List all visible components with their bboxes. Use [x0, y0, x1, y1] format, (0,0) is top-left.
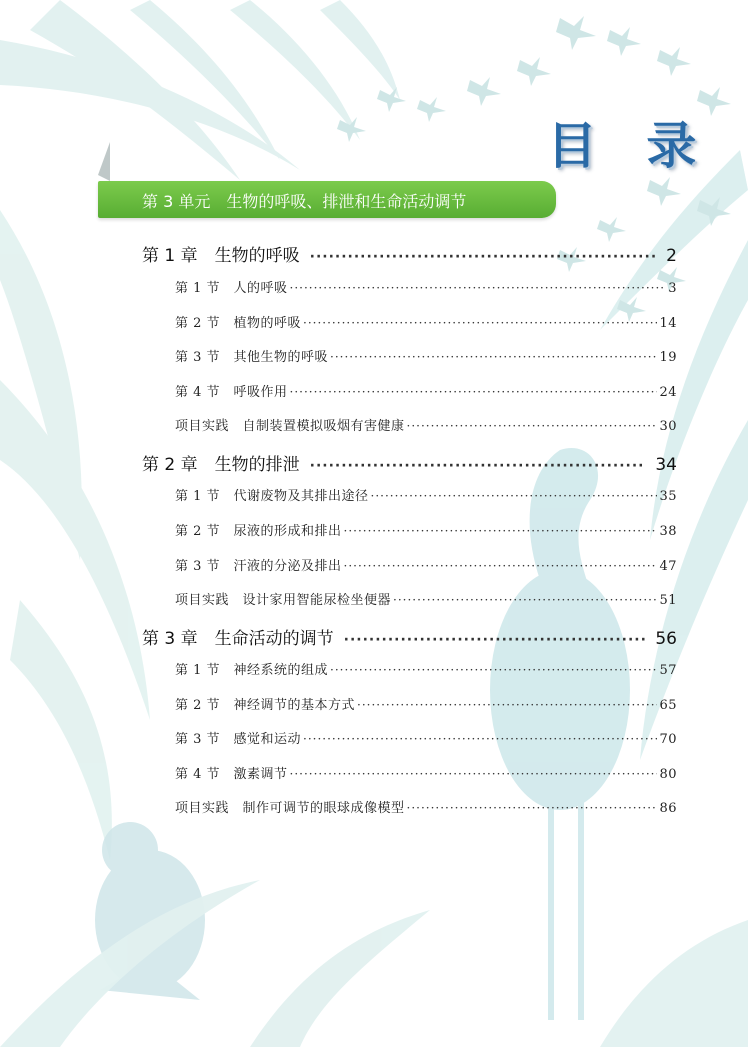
page-number: 34 — [655, 455, 677, 475]
dot-leader — [303, 732, 657, 746]
toc-chapter-1[interactable] — [142, 241, 677, 266]
dot-leader — [407, 801, 658, 815]
page-number: 19 — [659, 350, 677, 365]
page-number: 86 — [659, 801, 677, 816]
page-number: 70 — [659, 732, 677, 747]
toc-entry[interactable] — [175, 485, 677, 504]
section-title: 第 3 节 汗液的分泌及排出 — [175, 559, 342, 574]
dot-leader — [330, 663, 657, 677]
dot-leader — [290, 385, 658, 399]
dot-leader — [344, 632, 646, 648]
page-number: 80 — [659, 767, 677, 782]
page-number: 14 — [659, 316, 677, 331]
section-title: 第 2 节 尿液的形成和排出 — [175, 524, 342, 539]
toc-entry[interactable] — [175, 763, 677, 782]
dot-leader — [344, 524, 658, 538]
page-number: 47 — [659, 559, 677, 574]
toc-entry[interactable] — [175, 346, 677, 365]
page-number: 56 — [655, 629, 677, 649]
dot-leader — [290, 767, 658, 781]
page-number: 2 — [666, 246, 677, 266]
dot-leader — [344, 559, 658, 573]
dot-leader — [310, 249, 657, 265]
section-title: 第 3 节 其他生物的呼吸 — [175, 350, 329, 365]
dot-leader — [357, 698, 657, 712]
page-number: 30 — [659, 419, 677, 434]
page-number: 57 — [659, 663, 677, 678]
dot-leader — [290, 281, 667, 295]
dot-leader — [330, 350, 657, 364]
section-title: 项目实践 设计家用智能尿检坐便器 — [175, 593, 392, 608]
toc-entry[interactable] — [175, 381, 677, 400]
section-title: 项目实践 制作可调节的眼球成像模型 — [175, 801, 405, 816]
dot-leader — [393, 593, 657, 607]
toc-entry[interactable] — [175, 797, 677, 816]
unit-banner — [98, 181, 556, 218]
section-title: 第 3 节 感觉和运动 — [175, 732, 302, 747]
page-number: 38 — [659, 524, 677, 539]
toc-entry[interactable] — [175, 555, 677, 574]
section-title: 第 4 节 呼吸作用 — [175, 385, 288, 400]
toc-chapter-2[interactable] — [142, 450, 677, 475]
section-title: 第 1 节 神经系统的组成 — [175, 663, 329, 678]
section-title: 项目实践 自制装置模拟吸烟有害健康 — [175, 419, 405, 434]
page-number: 35 — [659, 489, 677, 504]
toc-entry[interactable] — [175, 520, 677, 539]
section-title: 第 2 节 植物的呼吸 — [175, 316, 302, 331]
toc-chapter-3[interactable] — [142, 624, 677, 649]
toc-entry[interactable] — [175, 415, 677, 434]
toc-entry[interactable] — [175, 312, 677, 331]
section-title: 第 1 节 代谢废物及其排出途径 — [175, 489, 369, 504]
page-title: 目 录 — [547, 117, 713, 175]
section-title: 第 4 节 激素调节 — [175, 767, 288, 782]
chapter-title: 第 1 章 生物的呼吸 — [142, 246, 300, 266]
toc-entry[interactable] — [175, 659, 677, 678]
dot-leader — [371, 489, 658, 503]
chapter-title: 第 3 章 生命活动的调节 — [142, 629, 334, 649]
page-number: 3 — [668, 281, 677, 296]
page-number: 65 — [659, 698, 677, 713]
toc-entry[interactable] — [175, 589, 677, 608]
chapter-title: 第 2 章 生物的排泄 — [142, 455, 300, 475]
unit-title: 第 3 单元 生物的呼吸、排泄和生命活动调节 — [142, 192, 467, 211]
dot-leader — [407, 419, 658, 433]
dot-leader — [310, 458, 646, 474]
section-title: 第 2 节 神经调节的基本方式 — [175, 698, 356, 713]
toc-entry[interactable] — [175, 694, 677, 713]
dot-leader — [303, 316, 657, 330]
page-number: 24 — [659, 385, 677, 400]
toc-entry[interactable] — [175, 277, 677, 296]
page-number: 51 — [659, 593, 677, 608]
toc-entry[interactable] — [175, 728, 677, 747]
section-title: 第 1 节 人的呼吸 — [175, 281, 288, 296]
